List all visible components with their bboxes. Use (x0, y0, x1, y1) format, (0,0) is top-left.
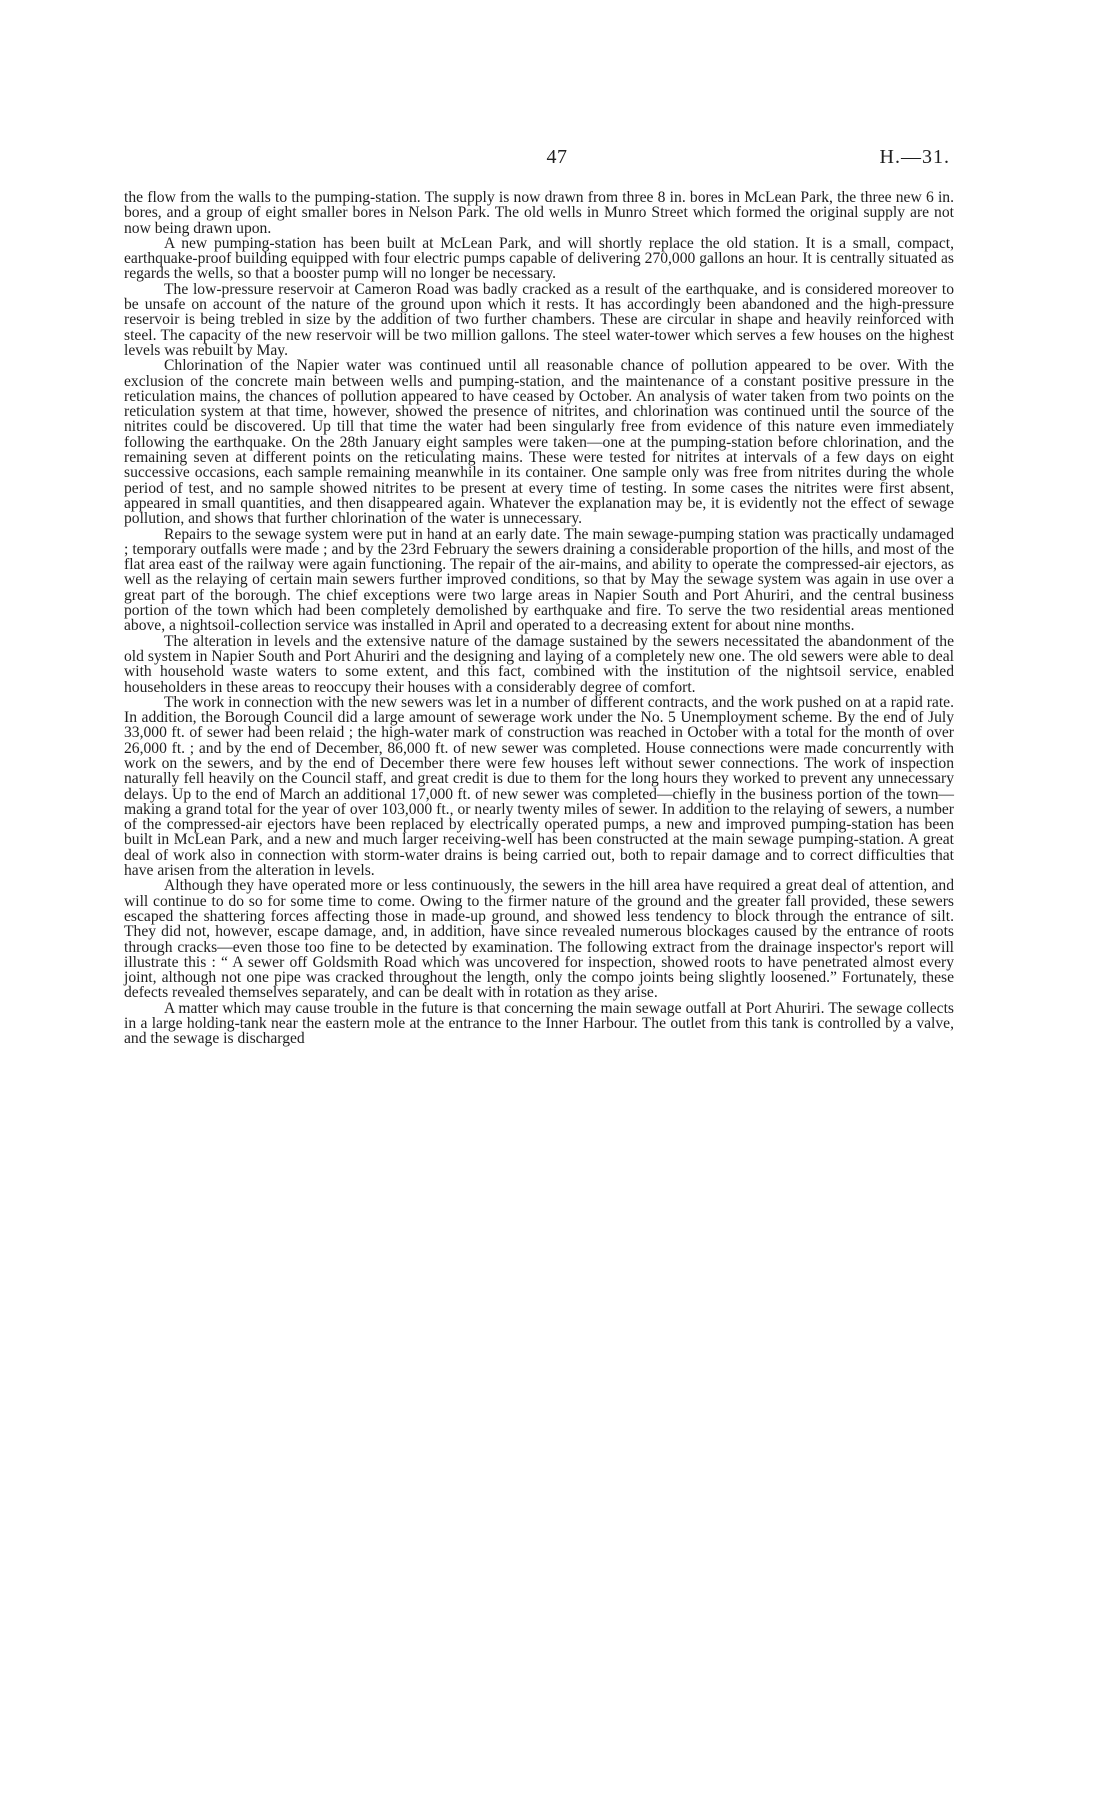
paragraph-sewage-outfall: A matter which may cause trouble in the future is that concerning the main sewage outfall at Port Ahuriri. The sewage collects in a large holding-tank near the eastern mole at the entrance to the Inner Harbour. The outlet from this tank is controlled by a valve, and the sewage is discharged (124, 999, 954, 1048)
document-reference: H.—31. (879, 146, 950, 168)
paragraph-sewage-repairs: Repairs to the sewage system were put in hand at an early date. The main sewage-pumping station was practically undamaged ; temporary outfalls were made ; and by the 23rd February the sewers draining a considerable proportion of the hills, and most of the flat area east of the railway were again functioning. The repair of the air-mains, and ability to operate the compressed-air ejectors, as well as the relaying of certain main sewers further improved conditions, so that by May the sewage system was again in use over a great part of the borough. The chief exceptions were two large areas in Napier South and Port Ahuriri, and the central business portion of the town which had been completely demolished by earthquake and fire. To serve the two residential areas mentioned above, a nightsoil-collection service was installed in April and operated to a decreasing extent for about nine months. (124, 525, 954, 635)
paragraph-water-supply-continued: the flow from the walls to the pumping-station. The supply is now drawn from three 8 in. bores in McLean Park, the three new 6 in. bores, and a group of eight smaller bores in Nelson Park. The old wells in Munro Street which formed the original supply are not now being drawn upon. (124, 189, 954, 237)
paragraph-levels-alteration: The alteration in levels and the extensive nature of the damage sustained by the sewers necessitated the abandonment of the old system in Napier South and Port Ahuriri and the designing and laying of a completely new one. The old sewers were able to deal with household waste waters to some extent, and this fact, combined with the institution of the nightsoil service, enabled householders in these areas to reoccupy their houses with a considerably degree of comfort. (124, 632, 954, 696)
paragraph-chlorination: Chlorination of the Napier water was continued until all reasonable chance of pollution appeared to be over. With the exclusion of the concrete main between wells and pumping-station, and the maintenance of a constant positive pressure in the reticulation mains, the chances of pollution appeared to have ceased by October. An analysis of water taken from two points on the reticulation system at that time, however, showed the presence of nitrites, and chlorination was continued until the source of the nitrites could be discovered. Up till that time the water had been singularly free from evidence of this nature even immediately following the earthquake. On the 28th January eight samples were taken—one at the pumping-station before chlorination, and the remaining seven at different points on the reticulating mains. These were tested for nitrites at intervals of a few days on eight successive occasions, each sample remaining meanwhile in its container. One sample only was free from nitrites during the whole period of test, and no sample showed nitrites to be present at every time of testing. In some cases the nitrites were first absent, appeared in small quantities, and then disappeared again. Whatever the explanation may be, it is evidently not the effect of sewage pollution, and shows that further chlorination of the water is unnecessary. (124, 357, 954, 528)
page-number: 47 (546, 146, 568, 168)
paragraph-hill-area-sewers: Although they have operated more or less continuously, the sewers in the hill area have required a great deal of attention, and will continue to do so for some time to come. Owing to the firmer nature of the ground and the greater fall provided, these sewers escaped the shattering forces affecting those in made-up ground, and showed less tendency to block through the entrance of silt. They did not, however, escape damage, and, in addition, have since revealed numerous blockages caused by the entrance of roots through cracks—even those too fine to be detected by examination. The following extract from the drainage inspector's report will illustrate this : “ A sewer off Goldsmith Road which was uncovered for inspection, showed roots to have penetrated almost every joint, although not one pipe was cracked throughout the length, only the compo joints being slightly loosened.” Fortunately, these defects revealed themselves separately, and can be dealt with in rotation as they arise. (124, 877, 954, 1002)
paragraph-reservoir: The low-pressure reservoir at Cameron Road was badly cracked as a result of the earthquake, and is considered moreover to be unsafe on account of the nature of the ground upon which it rests. It has accordingly been abandoned and the high-pressure reservoir is being trebled in size by the addition of two further chambers. These are circular in shape and heavily reinforced with steel. The capacity of the new reservoir will be two million gallons. The steel water-tower which serves a few houses on the highest levels was rebuilt by May. (124, 280, 954, 359)
paragraph-new-sewers-work: The work in connection with the new sewers was let in a number of different contracts, and the work pushed on at a rapid rate. In addition, the Borough Council did a large amount of sewerage work under the No. 5 Unemployment scheme. By the end of July 33,000 ft. of sewer had been relaid ; the high-water mark of construction was reached in October with a total for the month of over 26,000 ft. ; and by the end of December, 86,000 ft. of new sewer was completed. House connections were made concurrently with work on the sewers, and by the end of December there were few houses left without sewer connections. The work of inspection naturally fell heavily on the Council staff, and great credit is due to them for the long hours they worked to prevent any unnecessary delays. Up to the end of March an additional 17,000 ft. of new sewer was completed—chiefly in the business portion of the town—making a grand total for the year of over 103,000 ft., or nearly twenty miles of sewer. In addition to the relaying of sewers, a number of the compressed-air ejectors have been replaced by electrically operated pumps, a new and improved pumping-station has been built in McLean Park, and a new and much larger receiving-well has been constructed at the main sewage pumping-station. A great deal of work also in connection with storm-water drains is being carried out, both to repair damage and to correct difficulties that have arisen from the alteration in levels. (124, 693, 954, 880)
body-text (124, 190, 954, 1047)
paragraph-pumping-station: A new pumping-station has been built at McLean Park, and will shortly replace the old station. It is a small, compact, earthquake-proof building equipped with four electric pumps capable of delivering 270,000 gallons an hour. It is centrally situated as regards the wells, so that a booster pump will no longer be necessary. (124, 234, 954, 283)
